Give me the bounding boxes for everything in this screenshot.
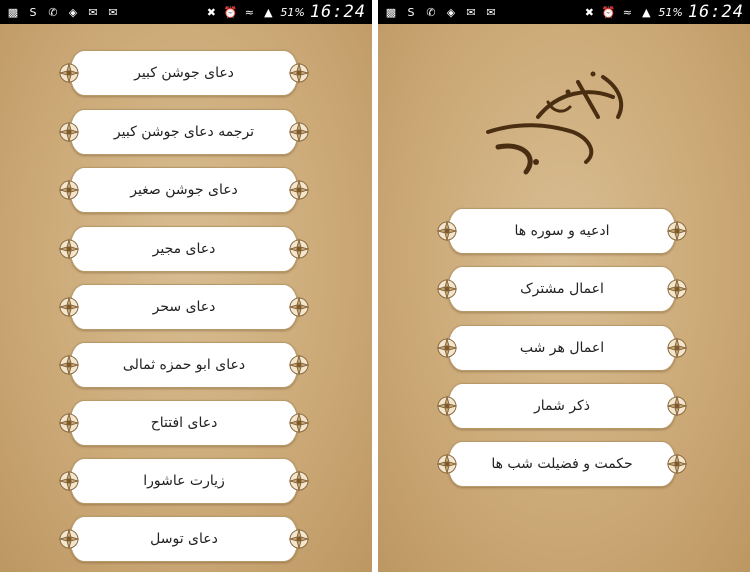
right-screen	[378, 0, 750, 572]
mail-icon: ✉	[466, 5, 476, 19]
ornament-icon	[58, 179, 80, 201]
s-app-icon: S	[407, 5, 415, 19]
menu-item[interactable]	[448, 266, 676, 312]
menu-item[interactable]	[448, 383, 676, 429]
alarm-icon: ⏰	[223, 5, 238, 19]
ornament-icon	[58, 62, 80, 84]
menu-item-label: اعمال مشترک	[520, 281, 604, 297]
menu-item-label: دعای جوشن صغیر	[130, 182, 238, 198]
menu-item-label: دعای مجیر	[152, 241, 216, 257]
menu-item-label: دعای ابو حمزه ثمالی	[122, 357, 246, 373]
menu-item[interactable]	[448, 208, 676, 254]
ornament-icon	[58, 412, 80, 434]
ornament-icon	[436, 220, 458, 242]
menu-item[interactable]	[70, 109, 298, 155]
ornament-icon	[666, 395, 688, 417]
chat-icon: ▩	[385, 5, 397, 19]
menu-item[interactable]	[70, 516, 298, 562]
wifi-icon: ≈	[622, 5, 632, 19]
menu-item-label: ادعیه و سوره ها	[514, 223, 610, 239]
clock: 16:24	[309, 2, 366, 22]
app-logo	[478, 62, 638, 182]
status-bar	[378, 0, 750, 24]
whatsapp-icon: ✆	[426, 5, 436, 19]
battery-level: 51%	[658, 5, 683, 19]
menu-item-label: زیارت عاشورا	[143, 473, 225, 489]
ornament-icon	[58, 354, 80, 376]
mail-icon: ✉	[88, 5, 98, 19]
left-screen	[0, 0, 372, 572]
ornament-icon	[436, 337, 458, 359]
ornament-icon	[288, 238, 310, 260]
status-bar	[0, 0, 372, 24]
messenger-icon: ◈	[446, 5, 456, 19]
messenger-icon: ◈	[68, 5, 78, 19]
ornament-icon	[436, 278, 458, 300]
menu-item-label: ترجمه دعای جوشن کبیر	[113, 124, 255, 140]
ornament-icon	[666, 220, 688, 242]
email-icon: ✉	[108, 5, 118, 19]
ornament-icon	[666, 453, 688, 475]
menu-item[interactable]	[70, 284, 298, 330]
ornament-icon	[58, 470, 80, 492]
menu-item-label: دعای توسل	[150, 531, 218, 547]
mute-icon: ✖	[584, 5, 594, 19]
alarm-icon: ⏰	[601, 5, 616, 19]
signal-icon: ▲	[264, 5, 273, 19]
ornament-icon	[288, 528, 310, 550]
email-icon: ✉	[486, 5, 496, 19]
ornament-icon	[58, 296, 80, 318]
ornament-icon	[436, 395, 458, 417]
ornament-icon	[288, 470, 310, 492]
mute-icon: ✖	[206, 5, 216, 19]
ornament-icon	[436, 453, 458, 475]
ornament-icon	[58, 238, 80, 260]
menu-item-label: حکمت و فضیلت شب ها	[491, 456, 633, 472]
menu-item[interactable]	[70, 167, 298, 213]
clock: 16:24	[687, 2, 744, 22]
signal-icon: ▲	[642, 5, 651, 19]
battery-level: 51%	[280, 5, 305, 19]
wifi-icon: ≈	[244, 5, 254, 19]
ornament-icon	[666, 278, 688, 300]
ornament-icon	[288, 296, 310, 318]
menu-item[interactable]	[70, 400, 298, 446]
s-app-icon: S	[29, 5, 37, 19]
menu-item-label: دعای افتتاح	[150, 415, 218, 431]
menu-item[interactable]	[70, 458, 298, 504]
chat-icon: ▩	[7, 5, 19, 19]
ornament-icon	[666, 337, 688, 359]
whatsapp-icon: ✆	[48, 5, 58, 19]
menu-item-label: دعای سحر	[152, 299, 216, 315]
menu-item[interactable]	[70, 226, 298, 272]
ornament-icon	[288, 62, 310, 84]
menu-item[interactable]	[70, 342, 298, 388]
menu-item-label: اعمال هر شب	[519, 340, 605, 356]
ornament-icon	[58, 121, 80, 143]
menu-item[interactable]	[70, 50, 298, 96]
menu-item-label: ذکر شمار	[534, 398, 590, 414]
ornament-icon	[288, 179, 310, 201]
ornament-icon	[288, 354, 310, 376]
ornament-icon	[288, 412, 310, 434]
menu-item[interactable]	[448, 325, 676, 371]
ornament-icon	[288, 121, 310, 143]
menu-item[interactable]	[448, 441, 676, 487]
ornament-icon	[58, 528, 80, 550]
menu-item-label: دعای جوشن کبیر	[134, 65, 234, 81]
